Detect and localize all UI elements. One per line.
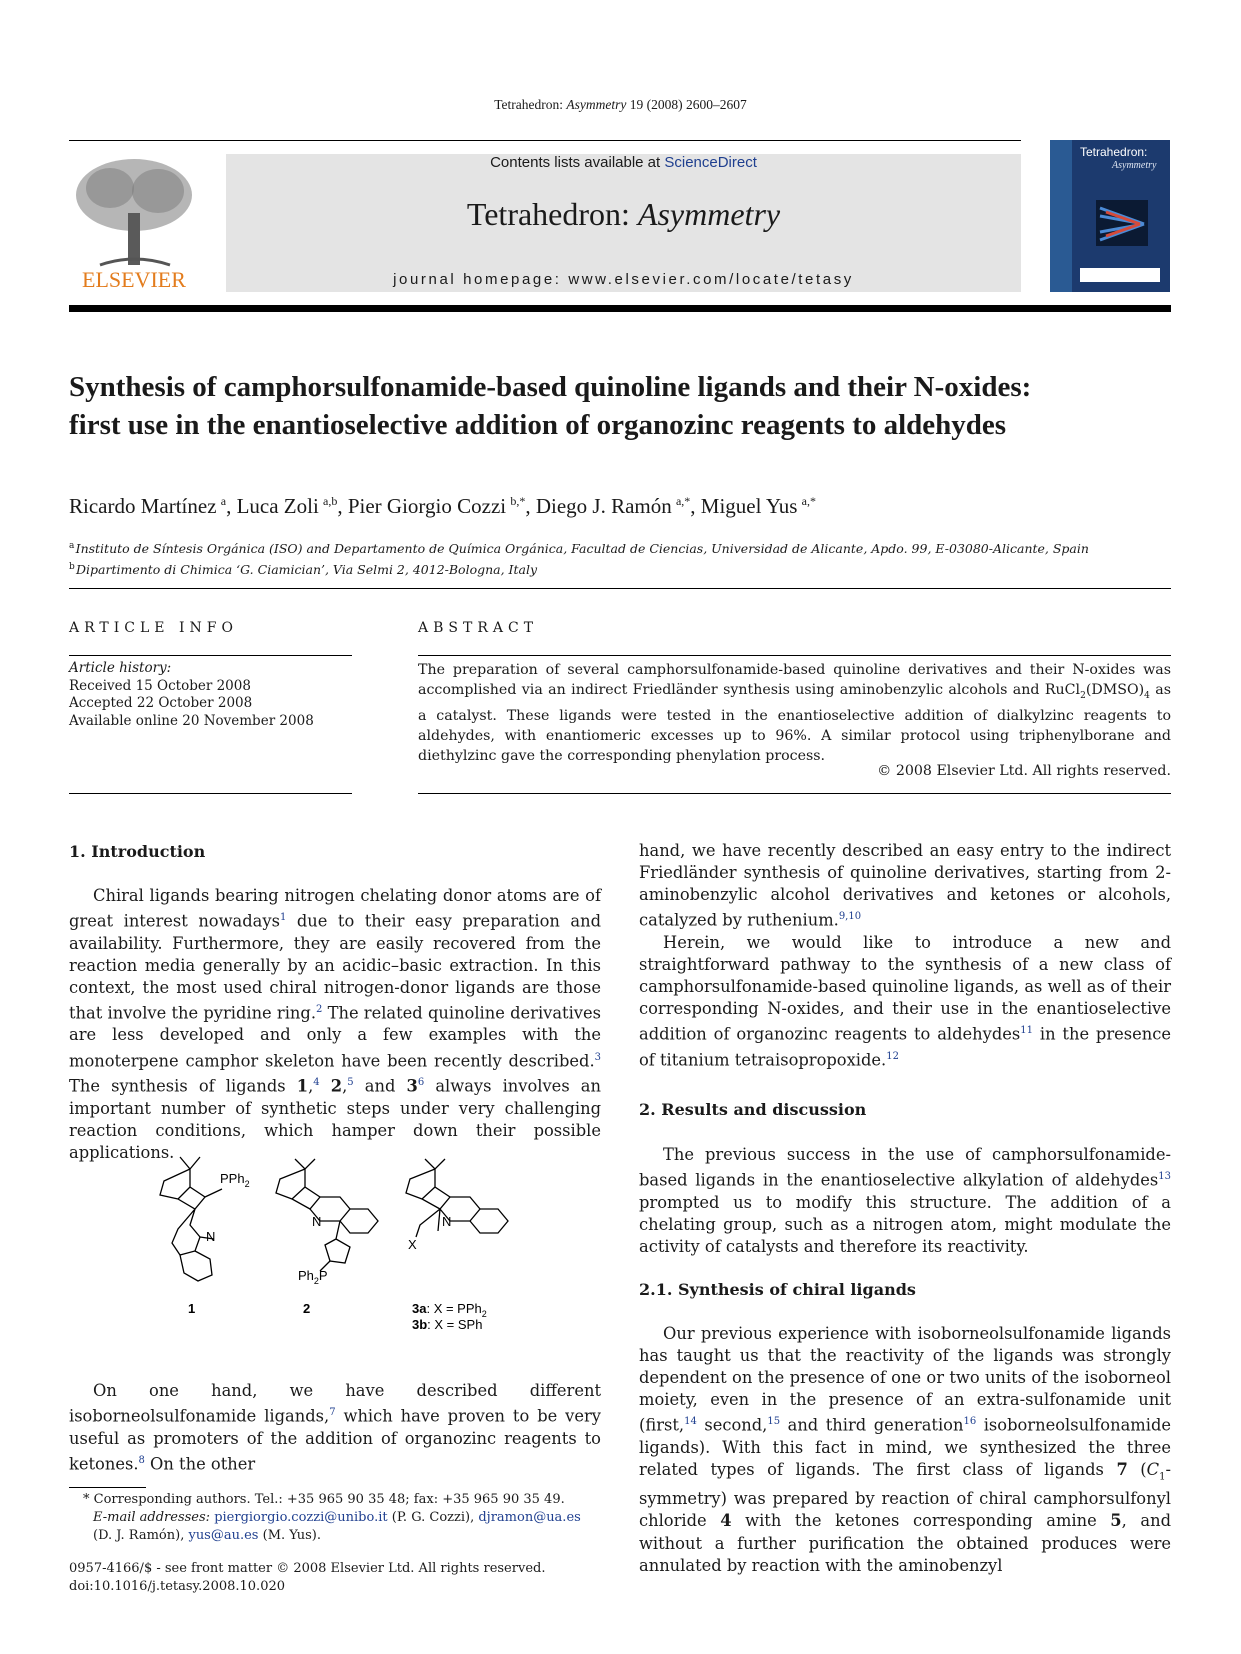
author-name: Pier Giorgio Cozzi — [347, 494, 507, 518]
author-name: Diego J. Ramón — [535, 494, 672, 518]
affiliations — [69, 537, 1169, 579]
citation-ref[interactable]: 12 — [886, 1050, 899, 1062]
abstract-bottom-rule — [418, 793, 1171, 794]
results-paragraph-1: The previous success in the use of camphorsulfonamide-based ligands in the enantioselective alkylation of aldehydes$^{13}$ prompted us to modify this structure. The addition of a chelating group, such as a nitrogen atom, might modulate the activity of catalysts and therefore its reactivity. — [639, 1145, 1171, 1256]
ligand-structures-figure — [140, 1147, 540, 1337]
corresponding-author-footnote: * Corresponding authors. Tel.: +35 965 90 35 48; fax: +35 965 90 35 49. E-mail addresses: piergiorgio.cozzi@unibo.it (P. G. Cozzi), djramon@ua.es (D. J. Ramón), yus@au.es (M. Yus). — [83, 1492, 581, 1543]
introduction-paragraph-continued: hand, we have recently described an easy entry to the indirect Friedländer synthesis of quinoline derivatives, starting from 2-aminobenzylic alcohol derivatives and ketones or alcohols, catalyzed by ruthenium.$^{9,10}$ Herein, we would like to introduce a new and straightforward pathway to the synthesis of a new class of camphorsulfonamide-based quinoline ligands, as well as of their corresponding N-oxides, and their use in the enantioselective addition of organozinc reagents to aldehydes$^{11}$ in the presence of titanium tetraisopropoxide.$^{12}$ — [639, 841, 1172, 1070]
x-group-label: X — [408, 1237, 417, 1252]
author-affil-mark: a — [220, 494, 227, 508]
masthead-thick-rule — [69, 305, 1171, 312]
author-affil-mark: a,b — [323, 494, 338, 508]
affiliation-rule — [69, 588, 1171, 589]
citation-ref[interactable]: 5 — [347, 1077, 354, 1089]
citation-ref[interactable]: 8 — [138, 1454, 145, 1466]
compound-label-3a: 3a — [412, 1301, 427, 1316]
article-title: Synthesis of camphorsulfonamide-based quinoline ligands and their N-oxides: first use in the enantioselective addition of organozinc reagents to aldehydes — [69, 371, 1032, 441]
email-link[interactable]: yus@au.es — [188, 1528, 259, 1543]
citation-ref[interactable]: 6 — [417, 1077, 425, 1089]
svg-text:PPh2: PPh$_2$ — [220, 1171, 250, 1189]
article-info-heading: ARTICLE INFO — [69, 620, 238, 636]
section-heading-results: 2. Results and discussion — [639, 1100, 867, 1119]
header-rule — [69, 140, 1021, 141]
compound-label-3b: 3b — [412, 1317, 428, 1332]
affiliation: $^a$ Instituto de Síntesis Orgánica (ISO) and Departamento de Química Orgánica, Facultad de Ciencias, Universidad de Alicante, Apdo. 99, E-03080-Alicante, Spain — [69, 541, 1089, 557]
footnote-rule — [69, 1487, 146, 1488]
svg-text:Ph2P: $Ph_2P$ — [298, 1268, 328, 1286]
synthesis-paragraph-1: Our previous experience with isoborneolsulfonamide ligands has taught us that the reactivity of the ligands was strongly dependent on the presence of one or two units of the isoborneol moiety, even in the presence of an extra-sulfonamide unit (first,$^{14}$ second,$^{15}$ and third generation$^{16}$ isoborneolsulfonamide ligands). With this fact in mind, we synthesized the three related types of ligands. The first class of ligands 7 $(C_1-symmetry)$ was prepared by reaction of chiral camphorsulfonyl chloride 4 with the ketones corresponding amine 5, and without a further purification the obtained produces were annulated by reaction with the aminobenzyl — [639, 1324, 1172, 1575]
citation-ref[interactable]: 9,10 — [838, 911, 862, 923]
nitrogen-label: N — [312, 1214, 322, 1229]
section-heading-introduction: 1. Introduction — [69, 842, 206, 861]
author-affil-mark: a,* — [675, 494, 691, 508]
author-name: Ricardo Martínez — [69, 494, 217, 518]
article-info-rule — [69, 655, 352, 656]
citation-ref[interactable]: 4 — [313, 1077, 320, 1089]
issn-doi-block — [69, 1560, 601, 1596]
online-date: Available online 20 November 2008 — [69, 712, 314, 729]
affiliation: $^b$ Dipartimento di Chimica ‘G. Ciamician’, Via Selmi 2, 4012-Bologna, Italy — [69, 562, 538, 578]
journal-homepage[interactable]: journal homepage: www.elsevier.com/locate/tetasy — [393, 271, 854, 288]
pph2-label: PPh — [220, 1171, 245, 1186]
abstract-text: The preparation of several camphorsulfonamide-based quinoline derivatives and their N-oxides was accomplished via an indirect Friedländer synthesis using aminobenzylic alcohols and $RuCl_2(DMSO)_4$ as a catalyst. These ligands were tested in the enantioselective addition of dialkylzinc reagents to aldehydes, with enantiomeric excesses up to 96%. A similar protocol using triphenylborane and diethylzinc gave the corresponding phenylation process. — [418, 662, 1171, 764]
doi-line[interactable]: doi:10.1016/j.tetasy.2008.10.020 — [69, 1579, 286, 1594]
contents-line: Contents lists available at ScienceDirect — [490, 154, 757, 171]
received-date: Received 15 October 2008 — [69, 677, 251, 694]
compound-label-1: 1 — [188, 1301, 196, 1316]
citation-ref[interactable]: 13 — [1158, 1171, 1171, 1183]
journal-citation: Tetrahedron: Asymmetry 19 (2008) 2600–2607 — [494, 97, 747, 112]
citation-ref[interactable]: 16 — [963, 1416, 977, 1428]
author-list: Ricardo Martínez $^a$, Luca Zoli $^{a,b}$, Pier Giorgio Cozzi $^{b,*}$, Diego J. Ramón $^{a,*}$, Miguel Yus $^{a,*}$ — [69, 494, 816, 518]
journal-name: Tetrahedron: Asymmetry — [466, 196, 781, 232]
citation-ref[interactable]: 14 — [684, 1416, 697, 1428]
citation-ref[interactable]: 2 — [316, 1003, 323, 1015]
subsection-heading-synthesis: 2.1. Synthesis of chiral ligands — [639, 1280, 916, 1299]
citation-ref[interactable]: 3 — [594, 1051, 601, 1063]
sciencedirect-link[interactable]: ScienceDirect — [664, 154, 757, 171]
abstract-heading: ABSTRACT — [418, 620, 539, 636]
citation-ref[interactable]: 1 — [279, 912, 287, 924]
author-affil-mark: a,* — [801, 494, 816, 508]
elsevier-tree-logo — [70, 153, 198, 293]
abstract-rule — [418, 655, 1171, 656]
article-history — [69, 660, 352, 730]
citation-ref[interactable]: 7 — [329, 1407, 336, 1419]
nitrogen-label: N — [442, 1214, 452, 1229]
author-name: Miguel Yus — [700, 494, 798, 518]
author-affil-mark: b,* — [510, 494, 526, 508]
publisher-name: ELSEVIER — [82, 267, 186, 292]
accepted-date: Accepted 22 October 2008 — [69, 695, 253, 711]
introduction-paragraph-1: Chiral ligands bearing nitrogen chelating donor atoms are of great interest nowadays$^1$ due to their easy preparation and availability. Furthermore, they are easily recovered from the reaction media generally by an acidic–basic extraction. In this context, the most used chiral nitrogen-donor ligands are those that involve the pyridine ring.$^2$ The related quinoline derivatives are less developed and only a few examples with the monoterpene camphor skeleton have been recently described.$^3$ The synthesis of ligands 1,$^4$ 2,$^5$ and 3$^6$ always involves an important number of synthetic steps under very challenging reaction conditions, which hamper down their possible applications. — [69, 886, 601, 1162]
svg-text:3a: X = PPh2: 3a: X = PPh$_2$ — [412, 1301, 487, 1319]
abstract-copyright: © 2008 Elsevier Ltd. All rights reserved. — [877, 763, 1171, 779]
author-name: Luca Zoli — [236, 494, 319, 518]
svg-text:Tetrahedron:: Tetrahedron: — [1080, 145, 1148, 159]
citation-ref[interactable]: 11 — [1020, 1025, 1034, 1037]
email-link[interactable]: piergiorgio.cozzi@unibo.it — [214, 1510, 388, 1525]
journal-cover-image — [1050, 140, 1170, 292]
ph2p-label: Ph — [298, 1268, 314, 1283]
issn-line: 0957-4166/$ - see front matter © 2008 Elsevier Ltd. All rights reserved. — [69, 1561, 546, 1576]
history-label: Article history: — [69, 660, 172, 676]
svg-text:3b: X = SPh: 3b: X = SPh — [412, 1317, 483, 1332]
svg-text:Asymmetry: Asymmetry — [1112, 160, 1157, 171]
email-link[interactable]: djramon@ua.es — [478, 1510, 581, 1525]
nitrogen-label: N — [206, 1229, 216, 1244]
compound-label-2: 2 — [303, 1301, 311, 1316]
article-info-bottom-rule — [69, 793, 352, 794]
introduction-paragraph-2: On one hand, we have described different isoborneolsulfonamide ligands,$^7$ which have proven to be very useful as promoters of the addition of organozinc reagents to ketones.$^8$ On the other — [69, 1381, 601, 1474]
citation-ref[interactable]: 15 — [767, 1416, 781, 1428]
